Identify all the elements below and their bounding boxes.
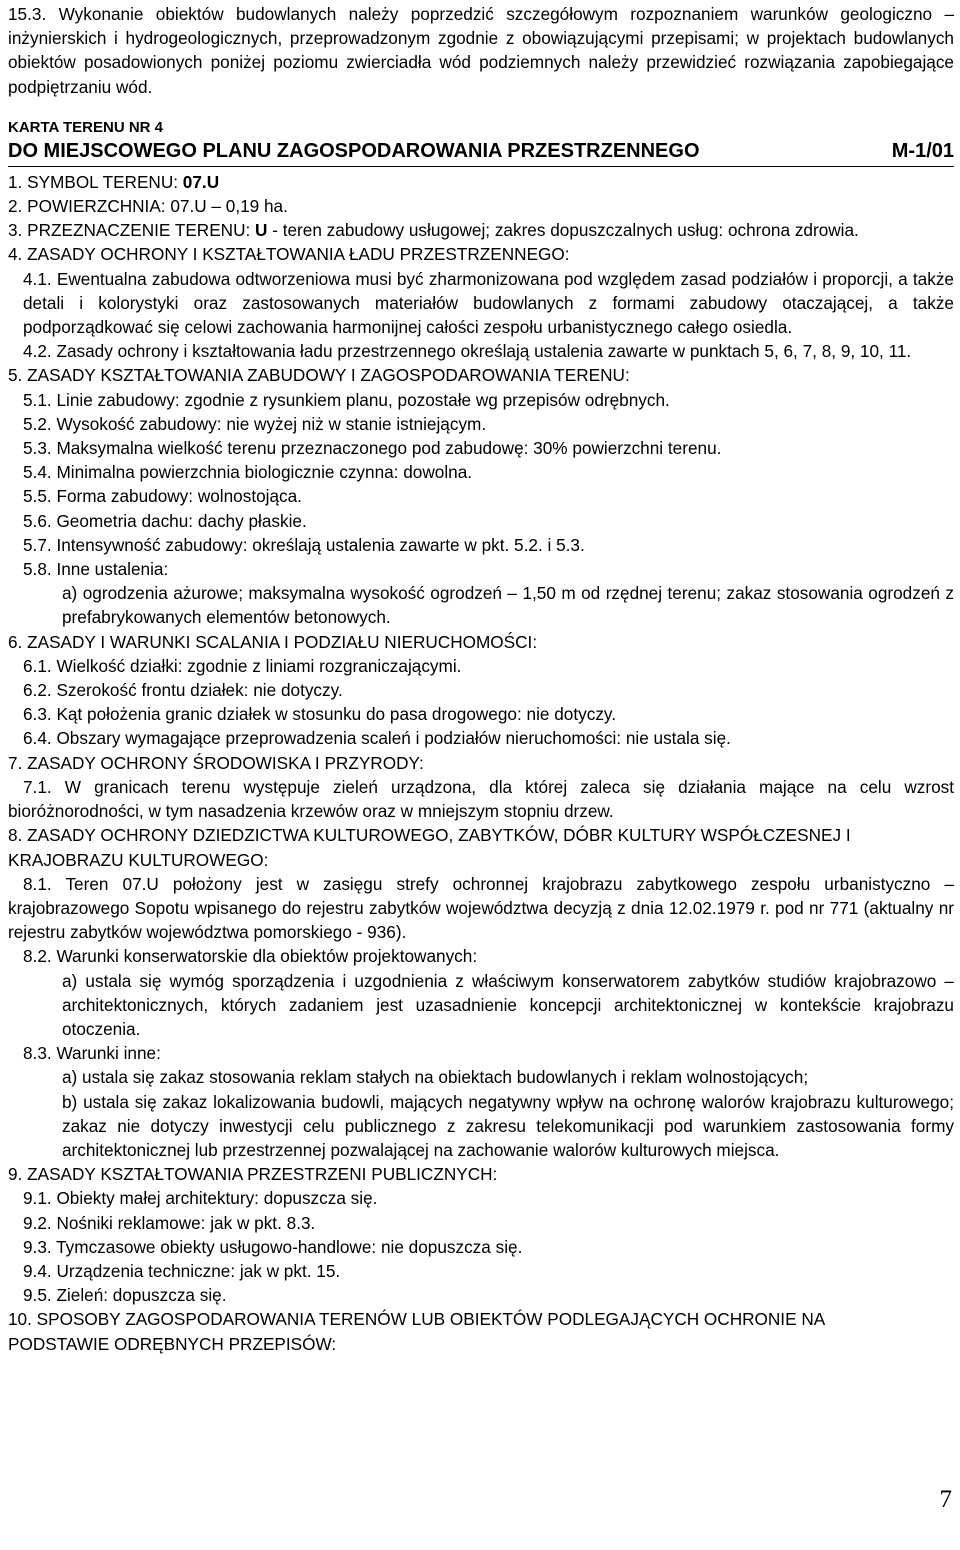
- list-item: 9.2. Nośniki reklamowe: jak w pkt. 8.3.: [23, 1212, 316, 1233]
- section-7-heading: 7. ZASADY OCHRONY ŚRODOWISKA I PRZYRODY:: [8, 752, 424, 773]
- card-code: M-1/01: [891, 139, 954, 162]
- section-4-2: 4.2. Zasady ochrony i kształtowania ładu przestrzennego określają ustalenia zawarte w punktach 5, 6, 7, 8, 9, 10, 11.: [23, 341, 912, 362]
- section-8-3b: b) ustala się zakaz lokalizowania budowli, mających negatywny wpływ na ochronę walorów krajobrazu kulturowego; zakaz nie dotyczy inwestycji celu publicznego z zakresu telekomunikacji pod warunkiem zastosowania formy architektonicznej lub przestrzennej pozwalającej na zachowanie walorów kulturowych miejsca.: [62, 1091, 954, 1160]
- page-number: 7: [939, 1486, 952, 1513]
- list-item: 5.6. Geometria dachu: dachy płaskie.: [23, 510, 307, 531]
- section-3-text: - teren zabudowy usługowej; zakres dopuszczalnych usług: ochrona zdrowia.: [267, 220, 859, 241]
- list-item: 5.4. Minimalna powierzchnia biologicznie czynna: dowolna.: [23, 462, 473, 483]
- section-2: 2. POWIERZCHNIA: 07.U – 0,19 ha.: [8, 196, 288, 217]
- section-7-1: 7.1. W granicach terenu występuje zieleń urządzona, dla której zaleca się działania mające na celu wzrost bioróżnorodności, w tym nasadzenia krzewów oraz w mniejszym stopniu drzew.: [8, 776, 954, 822]
- list-item: 5.2. Wysokość zabudowy: nie wyżej niż w stanie istniejącym.: [23, 413, 487, 434]
- list-item: 5.3. Maksymalna wielkość terenu przeznaczonego pod zabudowę: 30% powierzchni terenu.: [23, 438, 722, 459]
- card-label: KARTA TERENU NR 4: [8, 118, 164, 136]
- section-8-3: 8.3. Warunki inne:: [23, 1043, 161, 1064]
- list-item: 6.2. Szerokość frontu działek: nie dotyczy.: [23, 680, 343, 701]
- list-item: 9.1. Obiekty małej architektury: dopuszcza się.: [23, 1188, 378, 1209]
- list-item: 5.7. Intensywność zabudowy: określają ustalenia zawarte w pkt. 5.2. i 5.3.: [23, 534, 585, 555]
- section-8-3a: a) ustala się zakaz stosowania reklam stałych na obiektach budowlanych i reklam wolnostojących;: [62, 1067, 809, 1088]
- section-3-label: 3. PRZEZNACZENIE TERENU:: [8, 220, 256, 241]
- list-item: 6.4. Obszary wymagające przeprowadzenia scaleń i podziałów nieruchomości: nie ustala się.: [23, 728, 731, 749]
- section-5-8a: a) ogrodzenia ażurowe; maksymalna wysokość ogrodzeń – 1,50 m od rzędnej terenu; zakaz stosowania ogrodzeń z prefabrykowanych elementów betonowych.: [62, 583, 954, 628]
- list-item: 9.3. Tymczasowe obiekty usługowo-handlowe: nie dopuszcza się.: [23, 1236, 523, 1257]
- section-8-2: 8.2. Warunki konserwatorskie dla obiektów projektowanych:: [23, 946, 478, 967]
- section-8-2a: a) ustala się wymóg sporządzenia i uzgodnienia z właściwym konserwatorem zabytków studiów krajobrazowo – architektonicznych, których zadaniem jest uzasadnienie koncepcji architektonicznej w kontekście krajobrazu otoczenia.: [62, 970, 954, 1039]
- section-6-heading: 6. ZASADY I WARUNKI SCALANIA I PODZIAŁU NIERUCHOMOŚCI:: [8, 631, 538, 652]
- list-item: 9.5. Zieleń: dopuszcza się.: [23, 1285, 227, 1306]
- section-1-label: 1. SYMBOL TERENU:: [8, 171, 183, 192]
- section-8-heading: 8. ZASADY OCHRONY DZIEDZICTWA KULTUROWEGO, ZABYTKÓW, DÓBR KULTURY WSPÓŁCZESNEJ I KRAJOBRAZU KULTUROWEGO:: [8, 825, 851, 870]
- section-4-heading: 4. ZASADY OCHRONY I KSZTAŁTOWANIA ŁADU PRZESTRZENNEGO:: [8, 244, 570, 265]
- section-3: [8, 218, 954, 242]
- section-5-heading: 5. ZASADY KSZTAŁTOWANIA ZABUDOWY I ZAGOSPODAROWANIA TERENU:: [8, 365, 630, 386]
- section-1: [8, 170, 954, 194]
- section-9-heading: 9. ZASADY KSZTAŁTOWANIA PRZESTRZENI PUBLICZNYCH:: [8, 1164, 498, 1185]
- section-8-1: 8.1. Teren 07.U położony jest w zasięgu strefy ochronnej krajobrazu zabytkowego zespołu urbanistyczno – krajobrazowego Sopotu wpisanego do rejestru zabytków województwa decyzją z dnia 12.02.1979 r. pod nr 771 (aktualny nr rejestru zabytków województwa pomorskiego - 936).: [8, 873, 954, 943]
- section-10-heading: 10. SPOSOBY ZAGOSPODAROWANIA TERENÓW LUB OBIEKTÓW PODLEGAJĄCYCH OCHRONIE NA PODSTAWIE ODRĘBNYCH PRZEPISÓW:: [8, 1309, 825, 1354]
- section-4-1: 4.1. Ewentualna zabudowa odtworzeniowa musi być zharmonizowana pod względem zasad podziałów i proporcji, a także detali i kolorystyki oraz zastosowanych materiałów budowlanych z formami zabudowy otaczającej, a także podporządkować się celowi zachowania harmonijnej całości zespołu urbanistycznego całego osiedla.: [23, 268, 954, 338]
- list-item: 5.1. Linie zabudowy: zgodnie z rysunkiem planu, pozostałe wg przepisów odrębnych.: [23, 389, 670, 410]
- list-item: 5.5. Forma zabudowy: wolnostojąca.: [23, 486, 302, 507]
- list-item: 6.1. Wielkość działki: zgodnie z liniami rozgraniczającymi.: [23, 655, 462, 676]
- list-item: 9.4. Urządzenia techniczne: jak w pkt. 15.: [23, 1260, 341, 1281]
- intro-paragraph: 15.3. Wykonanie obiektów budowlanych należy poprzedzić szczegółowym rozpoznaniem warunków geologiczno – inżynierskich i hydrogeologicznych, przeprowadzonym zgodnie z obowiązującymi przepisami; w projektach budowlanych obiektów posadowionych poniżej poziomu zwierciadła wód podziemnych należy przewidzieć rozwiązania zapobiegające podpiętrzaniu wód.: [8, 4, 954, 97]
- card-title: DO MIEJSCOWEGO PLANU ZAGOSPODAROWANIA PRZESTRZENNEGO: [8, 139, 700, 162]
- section-1-value: 07.U: [182, 171, 220, 192]
- document-page: [8, 2, 954, 1356]
- section-3-symbol: U: [255, 220, 268, 241]
- list-item: 5.8. Inne ustalenia:: [23, 559, 169, 580]
- card-title-row: [8, 138, 954, 167]
- list-item: 6.3. Kąt położenia granic działek w stosunku do pasa drogowego: nie dotyczy.: [23, 704, 617, 725]
